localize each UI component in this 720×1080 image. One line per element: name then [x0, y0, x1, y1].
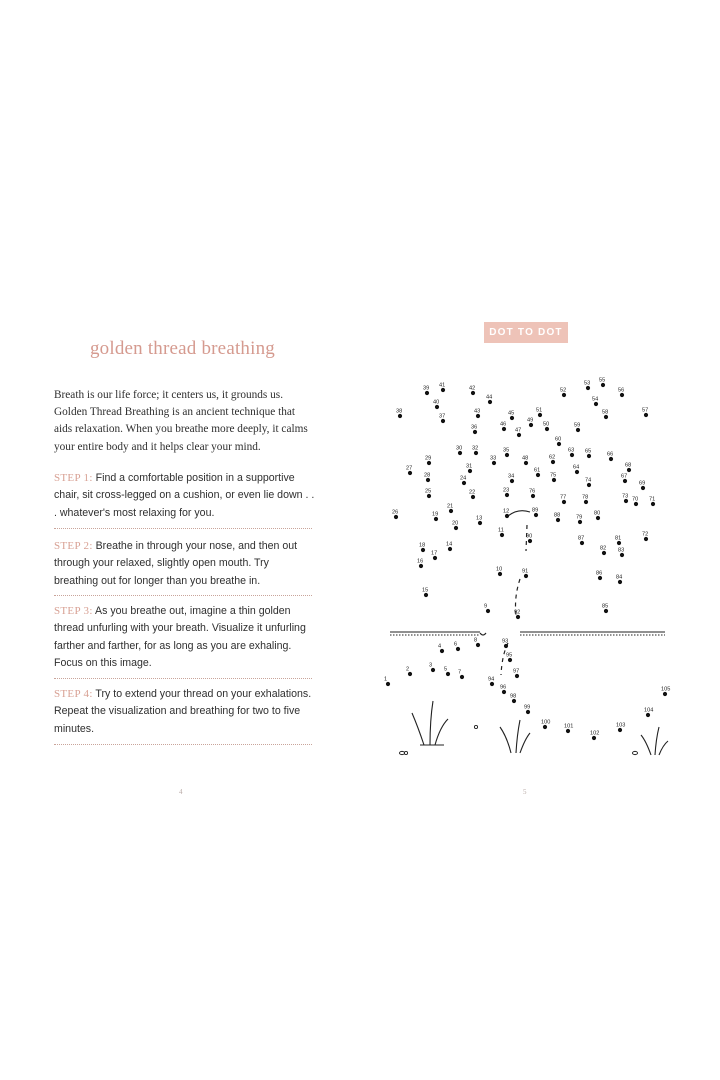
puzzle-dot-number: 88 [554, 512, 561, 519]
step-2-text: Breathe in through your nose, and then out through your relaxed, slightly open mouth. Try breathing out for longer than you breathe in. [54, 540, 298, 587]
puzzle-dot [500, 422, 506, 432]
puzzle-dot-number: 50 [543, 421, 550, 428]
puzzle-dot-number: 56 [618, 387, 625, 394]
puzzle-dot [406, 667, 412, 677]
trunk-guide [501, 525, 527, 675]
puzzle-dot [406, 466, 412, 476]
step-3 [54, 603, 316, 673]
puzzle-dot-number: 100 [541, 719, 551, 726]
puzzle-dot-number: 22 [469, 489, 476, 496]
puzzle-dot-number: 51 [536, 407, 543, 414]
puzzle-dot-number: 59 [574, 422, 581, 429]
puzzle-dot [458, 670, 464, 680]
grass-middle [500, 720, 530, 753]
puzzle-dot-number: 105 [661, 686, 671, 693]
puzzle-dot-number: 104 [644, 707, 654, 714]
puzzle-dot [534, 468, 540, 478]
puzzle-dot [384, 677, 390, 687]
puzzle-dot [573, 465, 579, 475]
puzzle-dot-number: 67 [621, 473, 628, 480]
dot-to-dot-puzzle [380, 375, 680, 765]
puzzle-dot-number: 10 [496, 566, 503, 573]
puzzle-dot-number: 5 [444, 666, 448, 673]
puzzle-dot [522, 456, 528, 466]
divider [54, 595, 312, 596]
puzzle-dot [502, 639, 508, 649]
puzzle-dot-number: 20 [452, 520, 459, 527]
puzzle-dot-number: 2 [406, 666, 410, 673]
puzzle-dot-number: 12 [503, 508, 510, 515]
puzzle-dot [599, 378, 605, 388]
puzzle-dot-number: 38 [396, 408, 403, 415]
puzzle-dot [524, 705, 530, 715]
puzzle-dot-number: 76 [529, 488, 536, 495]
puzzle-dot [438, 644, 444, 654]
puzzle-dot-number: 32 [472, 445, 479, 452]
puzzle-dot [529, 489, 535, 499]
puzzle-dot-number: 31 [466, 463, 473, 470]
puzzle-dot [431, 551, 437, 561]
puzzle-dot-number: 35 [503, 447, 510, 454]
puzzle-dot [486, 395, 492, 405]
puzzle-dot [456, 446, 462, 456]
puzzle-dot-number: 90 [526, 533, 533, 540]
puzzle-dot [568, 448, 574, 458]
puzzle-dot [510, 694, 516, 704]
puzzle-dot [578, 536, 584, 546]
puzzle-dot [574, 423, 580, 433]
puzzle-dot-number: 29 [425, 455, 432, 462]
puzzle-dot [602, 410, 608, 420]
puzzle-dot-number: 101 [564, 723, 574, 730]
puzzle-dot [508, 411, 514, 421]
puzzle-dot [471, 425, 477, 435]
puzzle-dot-number: 46 [500, 421, 507, 428]
puzzle-dot-number: 37 [439, 413, 446, 420]
puzzle-dot [452, 521, 458, 531]
puzzle-dot-number: 39 [423, 385, 430, 392]
puzzle-dot-number: 68 [625, 462, 632, 469]
step-4 [54, 686, 316, 738]
puzzle-dot [522, 569, 528, 579]
puzzle-dot-number: 54 [592, 396, 599, 403]
step-4-label: STEP 4: [54, 688, 93, 700]
puzzle-dot-number: 49 [527, 417, 534, 424]
puzzle-dot-number: 9 [484, 603, 488, 610]
puzzle-dot [432, 512, 438, 522]
puzzle-dot-number: 73 [622, 493, 629, 500]
puzzle-dot-number: 99 [524, 704, 531, 711]
puzzle-dot [585, 449, 591, 459]
puzzle-dot-number: 62 [549, 454, 556, 461]
puzzle-dot [496, 567, 502, 577]
puzzle-dot [639, 481, 645, 491]
puzzle-dot-number: 91 [522, 568, 529, 575]
puzzle-dot-number: 86 [596, 570, 603, 577]
puzzle-dot-number: 47 [515, 427, 522, 434]
puzzle-dot-number: 61 [534, 467, 541, 474]
puzzle-dot-number: 4 [438, 643, 442, 650]
puzzle-dot-number: 34 [508, 473, 515, 480]
puzzle-dot [642, 408, 648, 418]
puzzle-dot-number: 24 [460, 475, 467, 482]
puzzle-dot [550, 473, 556, 483]
puzzle-dot [618, 388, 624, 398]
puzzle-dot [476, 516, 482, 526]
puzzle-dot [596, 571, 602, 581]
puzzle-dot-number: 11 [498, 527, 504, 534]
puzzle-dot-number: 93 [502, 638, 509, 645]
puzzle-dot-number: 42 [469, 385, 476, 392]
puzzle-dot [447, 504, 453, 514]
puzzle-dot [616, 723, 625, 733]
puzzle-dot [429, 663, 435, 673]
puzzle-dot [392, 510, 398, 520]
puzzle-dot [469, 386, 475, 396]
puzzle-dot [439, 414, 445, 424]
puzzle-dot [527, 418, 533, 428]
puzzle-dot-number: 53 [584, 380, 591, 387]
puzzle-dot-number: 36 [471, 424, 478, 431]
puzzle-dot-number: 48 [522, 455, 529, 462]
puzzle-dot [543, 422, 549, 432]
puzzle-dot-number: 85 [602, 603, 609, 610]
puzzle-dot-number: 7 [458, 669, 462, 676]
puzzle-dot [503, 488, 509, 498]
puzzle-dot-number: 57 [642, 407, 649, 414]
puzzle-dot [490, 456, 496, 466]
puzzle-dot [433, 400, 439, 410]
puzzle-dot-number: 52 [560, 387, 567, 394]
page-title: golden thread breathing [89, 338, 276, 359]
divider [54, 744, 312, 745]
step-1-text: Find a comfortable position in a supportive chair, sit cross-legged on a cushion, or even lie down . . . whatever's most relaxing for you. [54, 472, 315, 519]
puzzle-dot-number: 66 [607, 451, 614, 458]
puzzle-dot-number: 95 [506, 652, 513, 659]
step-2-label: STEP 2: [54, 540, 93, 552]
intro-paragraph: Breath is our life force; it centers us, it grounds us. Golden Thread Breathing is an ancient technique that aids relaxation. When you breathe more deeply, it calms your entire body and it helps clear your mind. [54, 389, 308, 453]
puzzle-dot-number: 81 [615, 535, 622, 542]
puzzle-dot-number: 102 [590, 730, 600, 737]
divider [54, 528, 312, 529]
puzzle-dot [592, 397, 598, 407]
puzzle-dot [439, 383, 445, 393]
puzzle-dot [422, 588, 428, 598]
puzzle-dot [618, 548, 624, 558]
dot-to-dot-tag: DOT TO DOT [484, 322, 568, 343]
page-number-right: 5 [523, 788, 527, 796]
step-2 [54, 538, 316, 590]
puzzle-dot-number: 83 [618, 547, 625, 554]
step-1-label: STEP 1: [54, 472, 93, 484]
puzzle-dot-number: 103 [616, 722, 626, 729]
puzzle-dot [582, 495, 588, 505]
puzzle-dot-number: 3 [429, 662, 433, 669]
ground-line [390, 632, 665, 635]
puzzle-dot-number: 79 [576, 514, 583, 521]
puzzle-dot [642, 532, 648, 542]
puzzle-dot [454, 642, 460, 652]
puzzle-dot-number: 6 [454, 641, 458, 648]
puzzle-dot [576, 515, 582, 525]
puzzle-dot [536, 408, 542, 418]
puzzle-dot [466, 464, 472, 474]
puzzle-dot-number: 27 [406, 465, 413, 472]
puzzle-dot [560, 495, 566, 505]
puzzle-dot-number: 58 [602, 409, 609, 416]
puzzle-dot-number: 74 [585, 477, 592, 484]
puzzle-dot-number: 97 [513, 668, 520, 675]
puzzle-dot [594, 511, 600, 521]
step-3-label: STEP 3: [54, 605, 93, 617]
puzzle-dot [506, 653, 512, 663]
puzzle-dot-number: 19 [432, 511, 439, 518]
puzzle-dot [474, 638, 480, 648]
puzzle-dot-number: 44 [486, 394, 493, 401]
puzzle-dot [532, 508, 538, 518]
puzzle-dot [621, 474, 627, 484]
grass-right [641, 727, 668, 755]
puzzle-dot [498, 528, 504, 538]
puzzle-dot [513, 669, 519, 679]
puzzle-dot [444, 667, 450, 677]
puzzle-dot-number: 13 [476, 515, 483, 522]
pebbles [400, 751, 638, 754]
puzzle-dot-number: 80 [594, 510, 601, 517]
puzzle-dot [549, 455, 555, 465]
puzzle-dot-number: 45 [508, 410, 515, 417]
puzzle-dot-number: 15 [422, 587, 429, 594]
puzzle-dot [515, 428, 521, 438]
puzzle-dot-number: 16 [417, 558, 424, 565]
puzzle-dot-number: 87 [578, 535, 585, 542]
puzzle-dot-number: 98 [510, 693, 517, 700]
puzzle-dot [488, 677, 494, 687]
puzzle-dot [423, 386, 429, 396]
puzzle-dot-number: 71 [649, 496, 656, 503]
puzzle-open-dot [474, 725, 477, 728]
puzzle-dot [602, 604, 608, 614]
puzzle-dot [616, 575, 622, 585]
grass-left [412, 701, 448, 745]
puzzle-dot-number: 92 [514, 609, 521, 616]
puzzle-dot-number: 69 [639, 480, 646, 487]
puzzle-dot-number: 78 [582, 494, 589, 501]
puzzle-dot [622, 494, 628, 504]
puzzle-dot [644, 708, 653, 718]
puzzle-dot [554, 513, 560, 523]
puzzle-dot-number: 17 [431, 550, 438, 557]
puzzle-dot [396, 409, 402, 419]
puzzle-dot-number: 84 [616, 574, 623, 581]
step-4-text: Try to extend your thread on your exhalations. Repeat the visualization and breathing for two to five minutes. [54, 688, 312, 735]
puzzle-dot [474, 409, 480, 419]
puzzle-dot [419, 543, 425, 553]
puzzle-dot-number: 40 [433, 399, 440, 406]
page-number-left: 4 [179, 788, 183, 796]
puzzle-dot [500, 685, 506, 695]
puzzle-dot [555, 437, 561, 447]
puzzle-dot [469, 490, 475, 500]
puzzle-dot-number: 77 [560, 494, 567, 501]
puzzle-dot-number: 72 [642, 531, 649, 538]
puzzle-dot [541, 720, 550, 730]
puzzle-dot-number: 65 [585, 448, 592, 455]
puzzle-dot-number: 30 [456, 445, 463, 452]
puzzle-dot-number: 64 [573, 464, 580, 471]
puzzle-dot [503, 509, 509, 519]
branch-guide [508, 511, 530, 516]
puzzle-dot [600, 546, 606, 556]
puzzle-dot-number: 21 [447, 503, 454, 510]
puzzle-dot-number: 8 [474, 637, 478, 644]
puzzle-dot-number: 14 [446, 541, 453, 548]
puzzle-dot-number: 33 [490, 455, 497, 462]
puzzle-dot-number: 94 [488, 676, 495, 683]
puzzle-dot [625, 463, 631, 473]
step-1 [54, 470, 316, 522]
puzzle-dot [560, 388, 566, 398]
puzzle-dot-number: 63 [568, 447, 575, 454]
puzzle-dot-number: 60 [555, 436, 562, 443]
puzzle-dot [460, 476, 466, 486]
puzzle-dot-number: 1 [384, 676, 388, 683]
puzzle-dot-number: 28 [424, 472, 431, 479]
puzzle-dot [425, 456, 431, 466]
puzzle-dot [484, 604, 490, 614]
puzzle-dot-number: 96 [500, 684, 507, 691]
puzzle-dot [564, 724, 573, 734]
puzzle-dot [584, 381, 590, 391]
puzzle-dot [446, 542, 452, 552]
puzzle-dot [508, 474, 514, 484]
puzzle-dot-number: 18 [419, 542, 426, 549]
puzzle-dot-number: 75 [550, 472, 557, 479]
puzzle-dot [585, 478, 591, 488]
puzzle-dot [472, 446, 478, 456]
puzzle-dot [649, 497, 655, 507]
divider [54, 678, 312, 679]
puzzle-dot-number: 70 [632, 496, 639, 503]
puzzle-dot [503, 448, 509, 458]
puzzle-dot [607, 452, 613, 462]
puzzle-dot [661, 687, 670, 697]
puzzle-dot-number: 26 [392, 509, 399, 516]
puzzle-dot-number: 89 [532, 507, 539, 514]
puzzle-dot-number: 43 [474, 408, 481, 415]
puzzle-dot [632, 497, 638, 507]
puzzle-dot [425, 489, 431, 499]
puzzle-dot-number: 23 [503, 487, 510, 494]
puzzle-dot [514, 610, 520, 620]
puzzle-dot-number: 25 [425, 488, 432, 495]
puzzle-dot [417, 559, 423, 569]
step-3-text: As you breathe out, imagine a thin golden thread unfurling with your breath. Visualize it unfurling farther and farther, for as long as you are exhaling. Focus on this image. [54, 605, 306, 670]
puzzle-dot [615, 536, 621, 546]
puzzle-dot [590, 731, 599, 741]
puzzle-dot-number: 82 [600, 545, 607, 552]
puzzle-dot-number: 55 [599, 377, 606, 384]
puzzle-dot [424, 473, 430, 483]
puzzle-dot-number: 41 [439, 382, 446, 389]
